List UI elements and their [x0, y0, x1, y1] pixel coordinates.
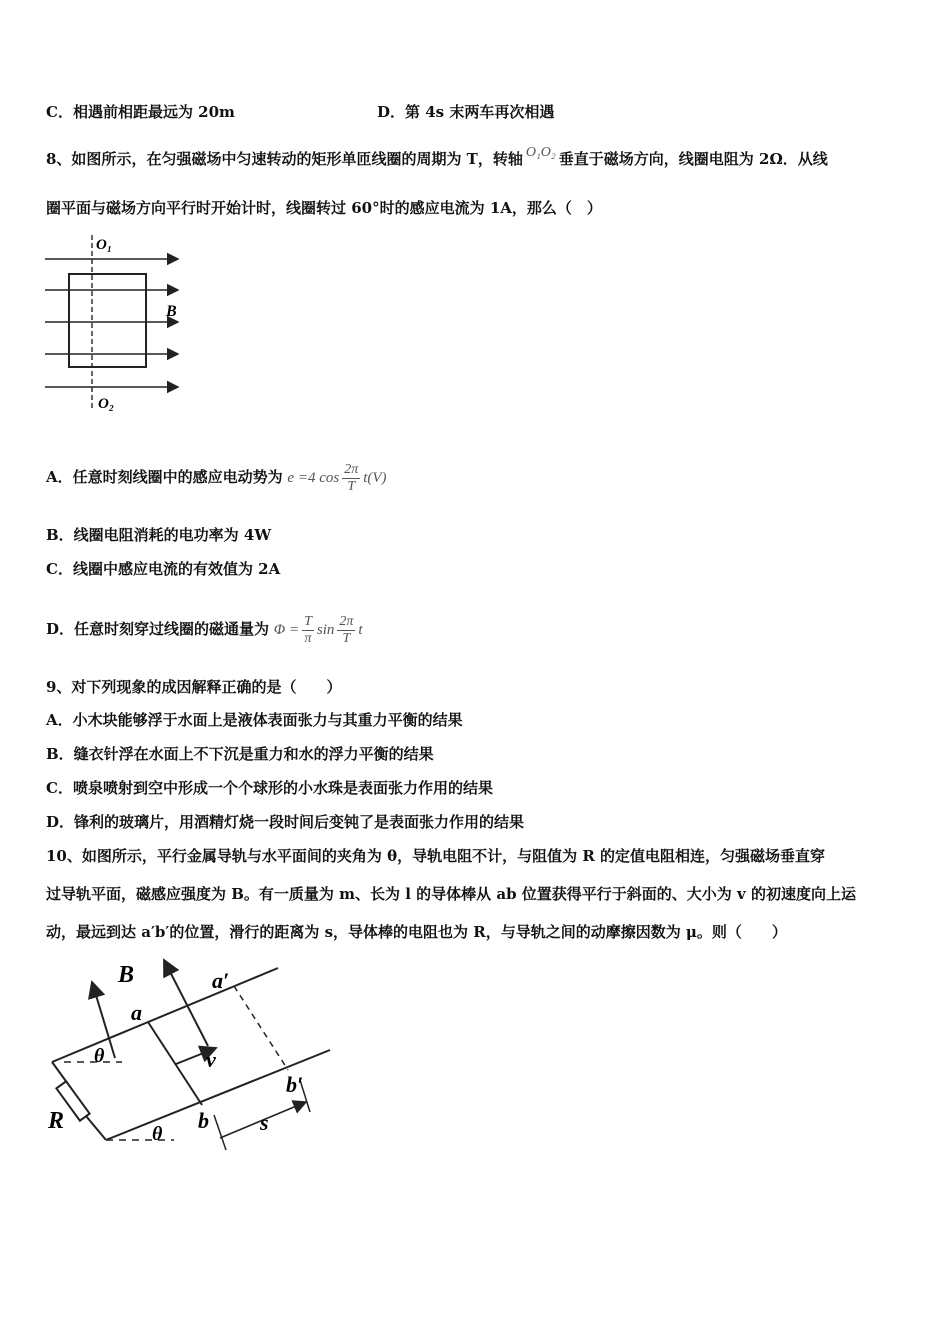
rectangular-coil: [69, 274, 146, 367]
q7-option-d: D．第 4s 末两车再次相遇: [377, 103, 555, 121]
q8-option-c: C．线圈中感应电流的有效值为 2A: [46, 560, 281, 578]
fraction-denominator: T: [347, 479, 356, 494]
formula-lhs: Φ =: [273, 621, 300, 638]
formula-rhs: t: [358, 621, 363, 638]
q8-stem-line1: [46, 145, 828, 171]
label-a: a: [131, 1000, 142, 1025]
q8-option-b: B．线圈电阻消耗的电功率为 4W: [46, 526, 272, 544]
label-theta-lower: θ: [152, 1123, 163, 1145]
q8-axis-symbol: O₁O₂: [525, 145, 556, 160]
label-b: b: [198, 1108, 209, 1133]
label-r: R: [48, 1108, 65, 1134]
label-v: v: [206, 1047, 216, 1072]
label-b-field: B: [166, 303, 177, 320]
q8-option-a-text: A．任意时刻线圈中的感应电动势为: [46, 467, 283, 486]
q7-option-c: C．相遇前相距最远为 20m: [46, 103, 235, 121]
formula-rhs: t(V): [363, 469, 387, 486]
conductor-rod-ab: [148, 1022, 202, 1105]
formula-fraction-2: [337, 614, 355, 647]
q9-option-c: C．喷泉喷射到空中形成一个个球形的小水珠是表面张力作用的结果: [46, 779, 493, 797]
label-b-prime: b′: [286, 1072, 304, 1097]
q9-stem: 9、对下列现象的成因解释正确的是（ ）: [46, 678, 342, 696]
q8-coil-figure: [40, 232, 200, 417]
q10-rail-figure: [40, 950, 340, 1160]
formula-sin: sin: [316, 621, 335, 638]
q8-stem-part-b: 垂直于磁场方向，线圈电阻为 2Ω．从线: [558, 150, 828, 168]
fraction-numerator: T: [304, 614, 312, 629]
position-a-prime-b-prime: [234, 986, 288, 1070]
q8-option-d-text: D．任意时刻穿过线圈的磁通量为: [46, 619, 270, 638]
fraction-denominator: π: [304, 631, 312, 646]
fraction-numerator: 2π: [344, 462, 359, 477]
formula-fraction: [342, 462, 360, 495]
label-a-prime: a′: [212, 968, 230, 993]
label-o1: O₁: [96, 237, 113, 253]
formula-fraction-1: [302, 614, 314, 647]
q10-stem-line2: 过导轨平面，磁感应强度为 B。有一质量为 m、长为 l 的导体棒从 ab 位置获得平行于斜面的、大小为 v 的初速度向上运: [46, 885, 856, 903]
q8-option-a: [46, 462, 387, 495]
formula-lhs: e =4 cos: [287, 469, 340, 486]
connector-wire: [86, 1116, 106, 1140]
q8-stem-line2: 圈平面与磁场方向平行时开始计时，线圈转过 60°时的感应电流为 1A，那么（ ）: [46, 199, 602, 217]
q10-stem-line1: 10、如图所示，平行金属导轨与水平面间的夹角为 θ，导轨电阻不计，与阻值为 R 的定值电阻相连，匀强磁场垂直穿: [46, 847, 826, 865]
q8-stem-part-a: 8、如图所示，在匀强磁场中匀速转动的矩形单匝线圈的周期为 T，转轴: [46, 150, 523, 168]
fraction-denominator: T: [342, 631, 351, 646]
label-theta-upper: θ: [94, 1045, 105, 1067]
b-field-arrow: [164, 960, 208, 1046]
q9-option-d: D．锋利的玻璃片，用酒精灯烧一段时间后变钝了是表面张力作用的结果: [46, 813, 525, 831]
fraction-numerator: 2π: [339, 614, 354, 629]
s-extension-line: [214, 1115, 226, 1150]
q9-option-a: A．小木块能够浮于水面上是液体表面张力与其重力平衡的结果: [46, 711, 463, 729]
label-b-field: B: [118, 962, 135, 988]
q9-option-b: B．缝衣针浮在水面上不下沉是重力和水的浮力平衡的结果: [46, 745, 434, 763]
label-s: s: [260, 1110, 269, 1135]
q10-stem-line3: 动，最远到达 a′b′的位置，滑行的距离为 s，导体棒的电阻也为 R，与导轨之间的动摩擦因数为 μ。则（ ）: [46, 923, 787, 941]
q8-option-d: [46, 614, 363, 647]
label-o2: O₂: [98, 396, 115, 412]
